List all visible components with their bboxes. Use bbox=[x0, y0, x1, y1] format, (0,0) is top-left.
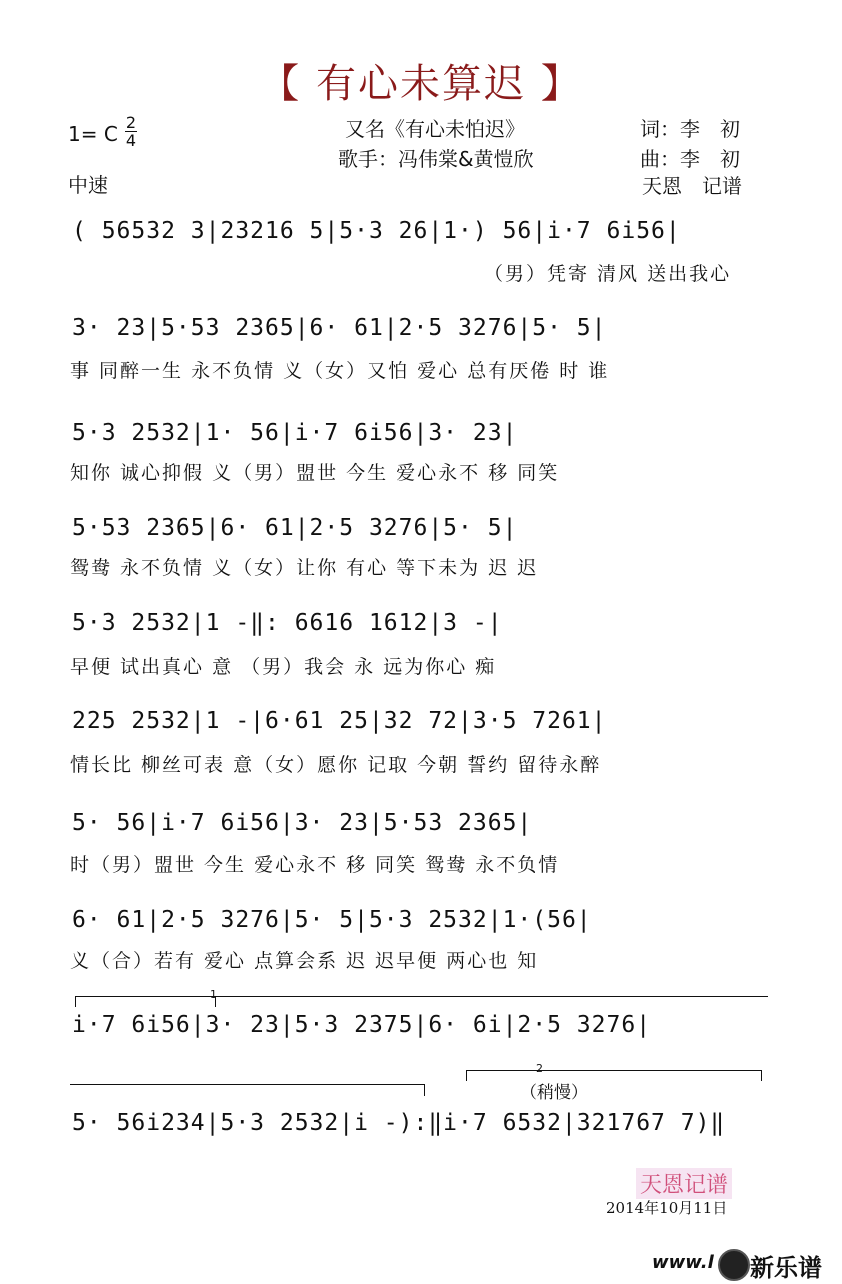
score-row-4-notes: 5·53 2365|6· 61|2·5 3276|5· 5| bbox=[72, 515, 518, 541]
score-row-1-notes: ( 56532 3|23216 5|5·3 26|1·) 56|i·7 6i56| bbox=[72, 218, 681, 244]
volta-bracket-1-continuation bbox=[70, 1084, 425, 1085]
score-row-8-lyrics: 义（合）若有 爱心 点算会系 迟 迟早便 两心也 知 bbox=[70, 950, 539, 972]
composer: 曲：李 初 bbox=[640, 147, 740, 171]
volta-2-label: 2 bbox=[536, 1062, 543, 1075]
score-row-2-lyrics: 事 同醉一生 永不负情 义（女）又怕 爱心 总有厌倦 时 谁 bbox=[70, 360, 610, 382]
score-row-4-lyrics: 鸳鸯 永不负情 义（女）让你 有心 等下未为 迟 迟 bbox=[70, 557, 539, 579]
volta-bracket-1-end bbox=[412, 1084, 425, 1096]
transcription-date: 2014年10月11日 bbox=[606, 1199, 728, 1217]
key-signature: 1= C bbox=[68, 122, 118, 146]
brand-logo-text: 新乐谱 bbox=[750, 1254, 822, 1282]
score-row-5-lyrics: 早便 试出真心 意 （男）我会 永 远为你心 痴 bbox=[70, 656, 497, 678]
score-row-8-notes: 6· 61|2·5 3276|5· 5|5·3 2532|1·(56| bbox=[72, 907, 592, 933]
score-row-6-lyrics: 情长比 柳丝可表 意（女）愿你 记取 今朝 誓约 留待永醉 bbox=[70, 754, 602, 776]
score-row-1-lyrics: （男）凭寄 清风 送出我心 bbox=[484, 263, 732, 285]
volta-bracket-1-left bbox=[75, 996, 216, 1007]
transcriber-stamp: 天恩记谱 bbox=[636, 1168, 732, 1199]
score-row-6-notes: 225 2532|1 -|6·61 25|32 72|3·5 7261| bbox=[72, 708, 607, 734]
alias-title: 又名《有心未怕迟》 bbox=[345, 117, 525, 141]
score-row-10-notes: 5· 56i234|5·3 2532|i -):‖i·7 6532|321767 7)‖ bbox=[72, 1110, 726, 1136]
score-row-7-lyrics: 时（男）盟世 今生 爱心永不 移 同笑 鸳鸯 永不负情 bbox=[70, 854, 560, 876]
score-row-7-notes: 5· 56|i·7 6i56|3· 23|5·53 2365| bbox=[72, 810, 533, 836]
site-logo-text: www.l bbox=[652, 1252, 714, 1273]
score-row-5-notes: 5·3 2532|1 -‖: 6616 1612|3 -| bbox=[72, 610, 503, 636]
volta-bracket-1 bbox=[215, 996, 768, 1007]
score-row-9-notes: i·7 6i56|3· 23|5·3 2375|6· 6i|2·5 3276| bbox=[72, 1012, 652, 1038]
time-signature-top: 2 bbox=[125, 113, 137, 132]
score-row-3-lyrics: 知你 诚心抑假 义（男）盟世 今生 爱心永不 移 同笑 bbox=[70, 462, 560, 484]
tempo-change-label: （稍慢） bbox=[520, 1083, 588, 1103]
time-signature-bottom: 4 bbox=[125, 131, 137, 150]
score-row-2-notes: 3· 23|5·53 2365|6· 61|2·5 3276|5· 5| bbox=[72, 315, 607, 341]
transcriber: 天恩 记谱 bbox=[642, 174, 742, 198]
tempo-marking: 中速 bbox=[68, 173, 108, 197]
disc-icon bbox=[718, 1249, 750, 1281]
score-row-3-notes: 5·3 2532|1· 56|i·7 6i56|3· 23| bbox=[72, 420, 518, 446]
singers: 歌手：冯伟棠&黄愷欣 bbox=[338, 147, 534, 171]
page-title: 【 有心未算迟 】 bbox=[259, 61, 583, 107]
volta-bracket-2 bbox=[466, 1070, 762, 1081]
lyricist: 词：李 初 bbox=[640, 117, 740, 141]
time-signature bbox=[125, 114, 137, 149]
volta-1-label: 1 bbox=[210, 988, 217, 1001]
